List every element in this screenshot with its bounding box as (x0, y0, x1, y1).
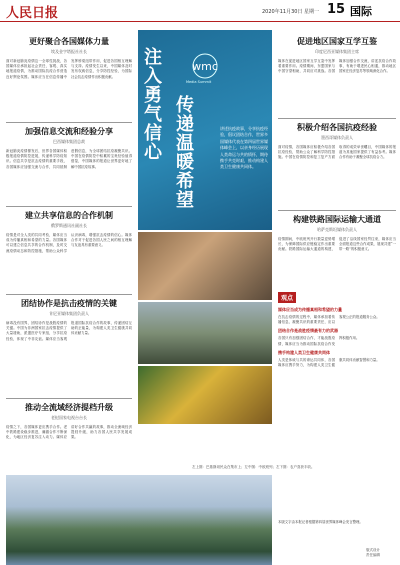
article-headline: 更好聚合各国媒体力量 (29, 37, 109, 46)
article-body: 疫情之下，各国媒体更应携手合作。老中铁路建设稳步推进，澜湄合作不断深化，为地区经济复苏注入动力。媒体应讲好合作共赢的故事，推动全流域经济提档升级，助力各国人民共享发展成果。 (6, 425, 132, 440)
divider (6, 398, 132, 399)
article-body: 面对疫情，各国媒体应积极介绍各国抗疫经验，帮助公众了解科学防控措施。中国在疫情防控和复工复产方面取得的成效举世瞩目，中国媒体的报道为其他国家提供了有益参考。媒体合作有助于凝聚全球抗疫合力。 (278, 145, 396, 160)
opinion-item (278, 350, 396, 368)
article-left-4[interactable] (6, 298, 132, 342)
article-byline: 老挝国家电视台台长 (51, 415, 87, 420)
opinion-item-title: 团结合作是战胜疫情最有力的武器 (278, 328, 338, 334)
article-byline: 巴西媒体集团总裁 (53, 139, 85, 144)
divider (6, 206, 132, 207)
editor-credit: 版式设计 (366, 548, 380, 552)
article-byline: 印度尼西亚媒体集团主席 (315, 49, 359, 54)
footer-note: 本版文字由本报记者根据第四届世界媒体峰会发言整理。 (278, 520, 363, 524)
article-body: 新冠肺炎疫情暴发后，世界各国媒体积极报道疫情防控进展，传递科学防疫知识。信息共享是抗击疫情的重要手段，各国媒体应加强交流与合作，共同抵制虚假信息，为全球团结抗疫凝聚共识。中国在疫情防控中积累的宝贵经验值得借鉴，中国媒体的报道让世界更好地了解中国抗疫故事。 (6, 149, 132, 169)
article-body: 疫情是对全人类的共同考验，媒体应当成为传播真相和希望的力量。各国媒体可以建立信息共享的合作机制，及时交流疫情动态和防控措施，帮助公众科学认识病毒，增强抗击疫情的信心。媒体合作对于促进各国人民之间的相互理解与友谊具有重要意义。 (6, 233, 132, 253)
page-number: 15 (327, 2, 346, 17)
article-left-3[interactable] (6, 210, 132, 254)
article-headline: 积极介绍各国抗疫经验 (297, 123, 377, 132)
article-byline: 埃及金字塔报社社长 (51, 49, 87, 54)
photo-market[interactable] (138, 232, 272, 300)
divider (278, 210, 396, 211)
article-left-2[interactable] (6, 126, 132, 170)
article-body: 媒体在促进地区国家互学互鉴中发挥着重要作用。疫情期间，东盟国家与中国守望相助，共同应对挑战。各国媒体加强合作交流，讲述抗疫合作故事，有助于增进民心相通，推动地区国家在经济复苏等领域深化合作。 (278, 59, 396, 74)
photo-caption: 左上图：巴基斯坦民众在集市上；左中图：中欧班列；左下图：农户喜获丰收。 (192, 465, 315, 469)
summit-logo-text: Media Summit (186, 80, 212, 84)
opinion-item-body: 各国只有加强团结合作，才能战胜疫情，媒体应当为推动国际抗疫合作发挥积极作用。 (278, 336, 360, 346)
opinion-item-body: 人类是休戚与共的命运共同体，各国媒体应携手努力，为构建人类卫生健康共同体贡献智慧和力量。 (278, 357, 380, 368)
photo-harvest[interactable] (138, 366, 272, 424)
article-headline: 促进地区国家互学互鉴 (297, 37, 377, 46)
article-body: 面对新冠肺炎疫情这一全球性挑战，各国媒体应承担起社会责任，客观、真实地报道疫情，为推动国际抗疫合作营造良好舆论氛围。媒体应当在信息传播中发挥桥梁纽带作用，促进各国相互理解与支持。疫情发生以来，中国媒体及时发布权威信息，分享防控经验，为国际社会抗击疫情作出积极贡献。 (6, 59, 132, 79)
svg-text:wmc: wmc (192, 60, 218, 73)
divider (6, 122, 132, 123)
dateline: 2020年11月30日 星期一 (262, 9, 320, 15)
article-byline: 哈萨克斯坦媒体负责人 (317, 227, 357, 232)
article-headline: 建立共享信息的合作机制 (25, 211, 113, 220)
divider (278, 118, 396, 119)
divider (6, 294, 132, 295)
photo-train[interactable] (138, 302, 272, 364)
article-body: 病毒没有国界，团结协作是战胜疫情的关键。中国为非洲国家抗击疫情提供了大量援助，派遣医疗专家组，分享抗疫经验，体现了中非友谊。媒体应当客观报道国际抗疫合作的故事，传递团结互助的正能量，为构建人类卫生健康共同体贡献力量。 (6, 321, 132, 341)
editor-credits (366, 548, 380, 558)
article-right-2[interactable] (278, 122, 396, 161)
opinion-item-title: 媒体应当成为传播真相和希望的力量 (278, 307, 342, 312)
feature-banner[interactable] (138, 30, 272, 230)
article-body: 疫情期间，中欧班列开行数量逆势增长，为保障国际供应链稳定作出重要贡献。铁路国际运输大通道的构建，促进了沿线国家经贸往来，媒体应当全面报道这些合作成果，展现共建“一带一路”的积极意义。 (278, 237, 396, 252)
article-byline: 墨西哥媒体负责人 (321, 135, 353, 140)
editor-credit: 责任编辑 (366, 553, 380, 557)
feature-title-secondary: 传递温暖希望 (176, 95, 194, 211)
newspaper-logo[interactable]: 人民日报 (6, 6, 59, 21)
article-byline: 俄罗斯通讯社副社长 (51, 223, 87, 228)
article-left-5[interactable] (6, 402, 132, 441)
opinion-box[interactable] (278, 292, 396, 492)
feature-intro: 讲述抗疫故事，分享抗疫经验，倡议团结合作，世界多国媒体代表在第四届世界媒体峰会上，以亲身经历展现人类命运与共的情怀，期待携手共克时艰，推动构建人类卫生健康共同体。 (220, 126, 268, 170)
article-headline: 推动全流域经济提档升级 (25, 403, 113, 412)
opinion-item (278, 307, 396, 325)
section-title: 国际 (350, 5, 372, 18)
article-headline: 构建铁路国际运输大通道 (293, 215, 381, 224)
opinion-item-title: 携手构建人类卫生健康共同体 (278, 349, 330, 355)
opinion-tag: 观点 (278, 292, 296, 303)
article-headline: 团结协作是抗击疫情的关键 (21, 299, 117, 308)
masthead (0, 0, 400, 22)
article-right-1[interactable] (278, 36, 396, 75)
article-headline: 加强信息交流和经验分享 (25, 127, 113, 136)
opinion-item (278, 328, 396, 346)
opinion-item-body: 在抗击疫情的过程中，媒体承担着传播信息、凝聚共识的重要责任，应以客观公正的报道服务公众。 (278, 315, 380, 325)
photo-landscape[interactable] (6, 475, 272, 565)
feature-title-main: 注入勇气信心 (144, 47, 162, 163)
article-right-3[interactable] (278, 214, 396, 253)
article-left-1[interactable] (6, 36, 132, 80)
article-byline: 肯尼亚媒体集团负责人 (49, 311, 89, 316)
